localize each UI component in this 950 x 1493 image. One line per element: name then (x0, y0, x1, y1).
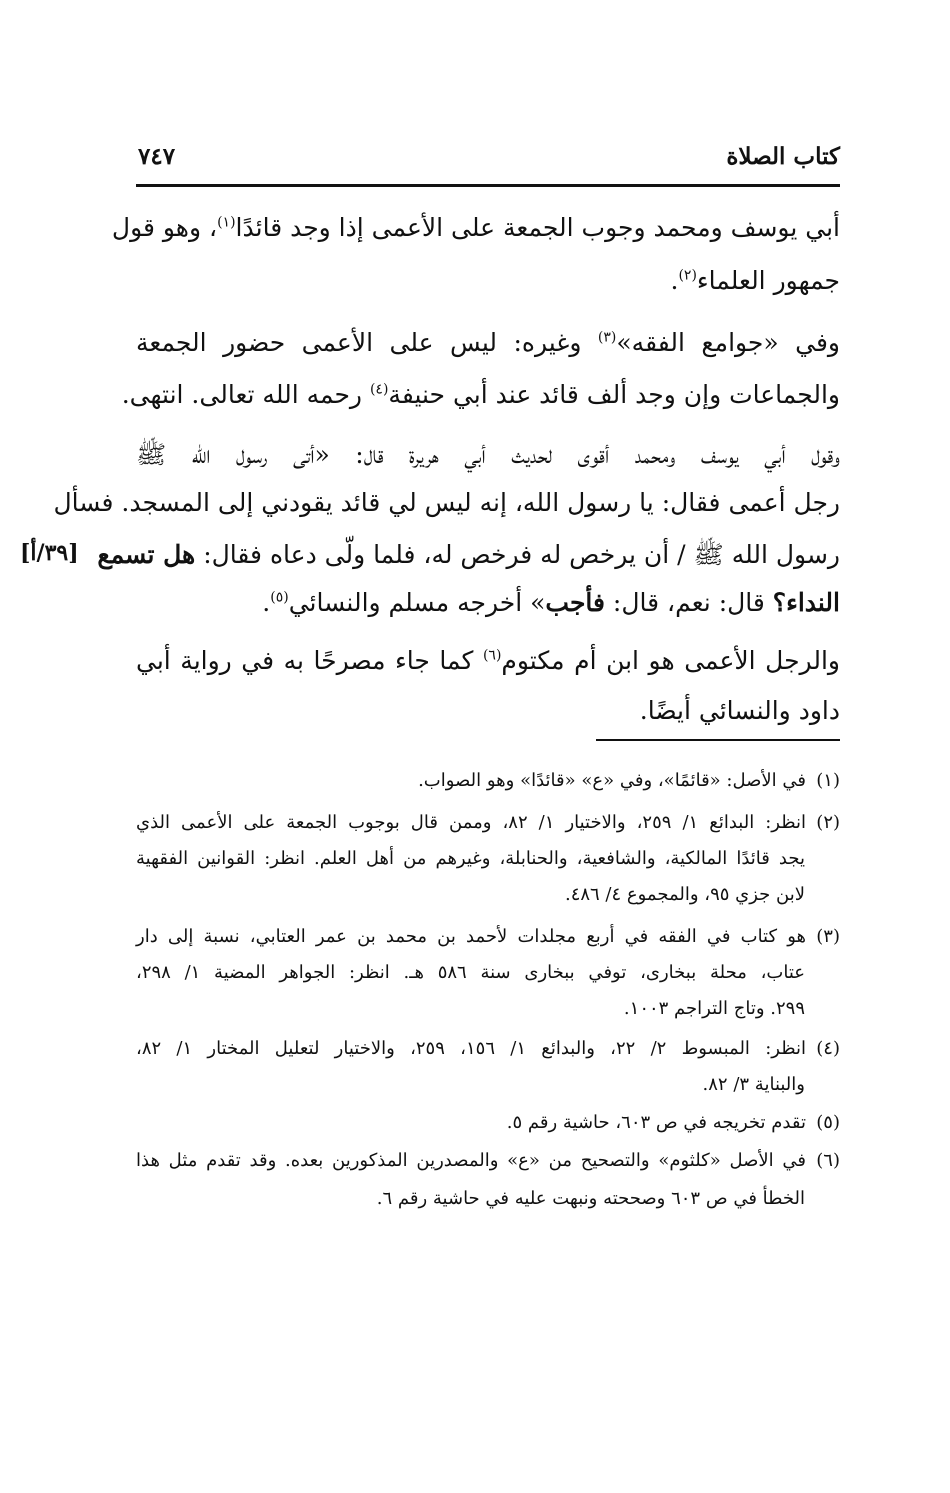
text-run: وفي «جوامع الفقه» (616, 328, 840, 357)
footnote-text: الخطأ في ص ٦٠٣ وصححته ونبهت عليه في حاشية رقم ٦. (376, 1188, 805, 1209)
text-run: جمهور العلماء (696, 266, 840, 295)
body-line (136, 646, 840, 676)
hadith-bold-text: فأجب (545, 588, 605, 617)
hadith-bold-text: النداء؟ (772, 588, 840, 617)
footnote-number: (٦) (816, 1150, 840, 1171)
body-line (262, 588, 840, 618)
footnote-ref[interactable]: (٦) (482, 647, 502, 664)
text-run: كما جاء مصرحًا به في رواية أبي (136, 646, 483, 675)
footnote-number: (٥) (816, 1112, 840, 1133)
footnote-ref[interactable]: (٤) (369, 381, 389, 398)
body-line (122, 380, 840, 410)
body-line: وقول أبي يوسف ومحمد أقوى لحديث أبي هريرة قال: «أتى رسول الله ﷺ (136, 440, 840, 469)
text-run: رسول الله ﷺ / أن يرخص له فرخص له، فلما ولّى دعاه فقال: (195, 540, 840, 569)
footnote (136, 926, 840, 949)
footnote-ref[interactable]: (٥) (270, 589, 289, 606)
footnote-text: لابن جزي ٩٥، والمجموع ٤/ ٤٨٦. (564, 884, 805, 905)
footnote-number: (١) (816, 770, 840, 791)
footnote-text: عتاب، محلة ببخارى، توفي ببخارى سنة ٥٨٦ هـ. انظر: الجواهر المضية ١/ ٢٩٨، (136, 962, 805, 983)
footnote-ref[interactable]: (٣) (597, 329, 617, 346)
footnote (136, 1038, 840, 1061)
footnote (418, 770, 840, 793)
footnote-text: هو كتاب في الفقه في أربع مجلدات لأحمد بن محمد بن عمر العتابي، نسبة إلى دار (136, 926, 806, 947)
text-run: . (670, 266, 679, 295)
footnote-number: (٣) (816, 926, 840, 947)
hadith-bold-text: هل تسمع (97, 540, 196, 569)
body-line (111, 213, 840, 243)
footnote (136, 812, 840, 835)
running-header-title: كتاب الصلاة (726, 143, 840, 170)
text-run: والجماعات وإن وجد ألف قائد عند أبي حنيفة (388, 380, 840, 409)
footnote-separator (596, 739, 840, 741)
footnote (507, 1112, 840, 1135)
header-rule (136, 184, 840, 187)
text-run: أبي يوسف ومحمد وجوب الجمعة على الأعمى إذا وجد قائدًا (235, 213, 840, 242)
body-line: رجل أعمى فقال: يا رسول الله، إنه ليس لي قائد يقودني إلى المسجد. فسأل (53, 488, 840, 517)
footnote-text: انظر: البدائع ١/ ٢٥٩، والاختيار ١/ ٨٢، وممن قال بوجوب الجمعة على الأعمى الذي (136, 812, 807, 833)
footnote-number: (٢) (816, 812, 841, 833)
footnote-text: يجد قائدًا المالكية، والشافعية، والحنابلة، وغيرهم من أهل العلم. انظر: القوانين الفقهية (136, 848, 805, 869)
body-line (136, 328, 840, 358)
text-run: . (262, 588, 271, 617)
footnote-text: في الأصل «كلثوم» والتصحيح من «ع» والمصدرين المذكورين بعده. وقد تقدم مثل هذا (136, 1150, 806, 1171)
footnote-ref[interactable]: (١) (217, 214, 236, 231)
text-run: والرجل الأعمى هو ابن أم مكتوم (501, 646, 840, 675)
manuscript-folio-marker: [٣٩/أ] (20, 540, 79, 566)
footnote-text: تقدم تخريجه في ص ٦٠٣، حاشية رقم ٥. (506, 1112, 806, 1133)
body-line (670, 266, 840, 296)
footnote (136, 1150, 840, 1173)
text-run: رحمه الله تعالى. انتهى. (121, 380, 370, 409)
footnote-text: في الأصل: «قائمًا»، وفي «ع» «قائدًا» وهو الصواب. (418, 770, 806, 791)
footnote-text: انظر: المبسوط ٢/ ٢٢، والبدائع ١/ ١٥٦، ٢٥٩، والاختيار لتعليل المختار ١/ ٨٢، (136, 1038, 806, 1059)
page-number: ٧٤٧ (138, 143, 176, 170)
text-run: قال: نعم، قال: (604, 588, 773, 617)
footnote-number: (٤) (816, 1038, 840, 1059)
body-line: داود والنسائي أيضًا. (639, 696, 840, 725)
text-run: وغيره: ليس على الأعمى حضور الجمعة (136, 328, 598, 357)
footnote-text: والبناية ٣/ ٨٢. (702, 1074, 805, 1095)
footnote-ref[interactable]: (٢) (678, 267, 697, 284)
text-run: ، وهو قول (111, 213, 218, 242)
text-run: » أخرجه مسلم والنسائي (288, 588, 546, 617)
body-line (97, 540, 840, 570)
footnote-text: ٢٩٩. وتاج التراجم ١٠٠٣. (623, 998, 805, 1019)
